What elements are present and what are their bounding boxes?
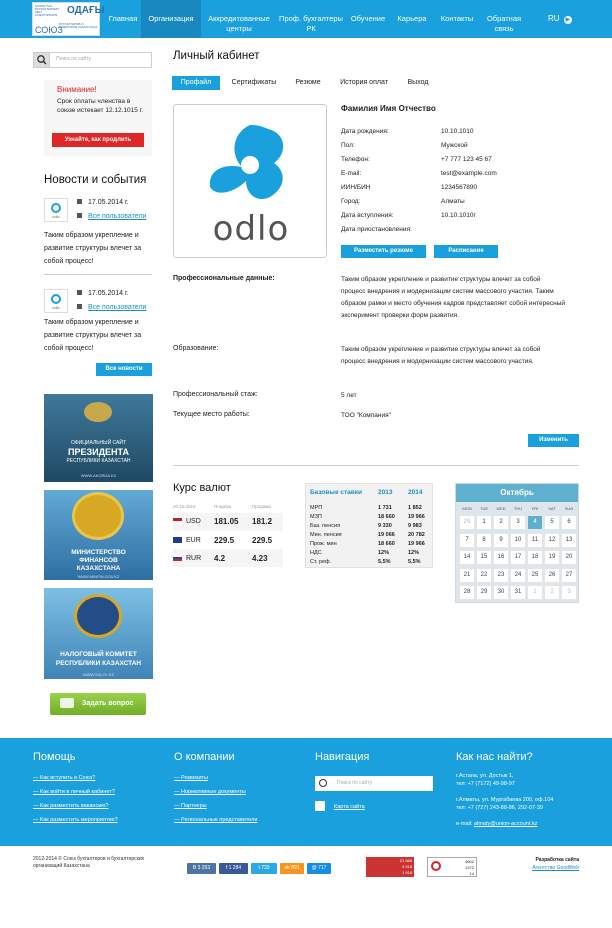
field-label: Пол: xyxy=(341,142,355,149)
counter-line: 4602 xyxy=(465,859,474,864)
rates-key: Прож. мин xyxy=(310,541,337,547)
footer-help-link[interactable]: — Как разместить мероприятие? xyxy=(33,817,118,823)
currency-code: EUR xyxy=(186,537,201,544)
rates-2014: 9 983 xyxy=(408,523,422,529)
prof-data-text: Таким образом укрепление и развитие структуры влечет за собой процесс внедрения и модернизации систем массового участия. Таким образом рамки и место обучения кадров представляет собой интересный эксперимент проверки форм развития. xyxy=(341,276,566,319)
copyright: 2012-2014 © Союз бухгалтеров и бухгалтерских организаций Казахстана xyxy=(33,856,145,869)
calendar-day[interactable]: 22 xyxy=(476,568,492,583)
stat-counter[interactable] xyxy=(427,857,477,877)
rates-key: НДС xyxy=(310,550,322,556)
footer-search[interactable] xyxy=(315,776,433,791)
calendar-day[interactable]: 30 xyxy=(493,585,509,600)
nav-prof-accountants[interactable]: Проф. бухгалтеры РК xyxy=(279,14,343,33)
email-label: e-mail: xyxy=(456,821,473,827)
liveinternet-counter[interactable] xyxy=(366,857,414,877)
odnoklassniki-share[interactable] xyxy=(280,863,304,874)
weekday-label: THU xyxy=(513,506,523,511)
field-label: Город: xyxy=(341,198,361,205)
banner-line3: РЕСПУБЛИКИ КАЗАХСТАН xyxy=(66,458,131,464)
currency-buy: 181.05 xyxy=(214,517,239,526)
banner-salyk[interactable] xyxy=(44,588,153,679)
calendar-day[interactable]: 11 xyxy=(527,533,543,548)
weekday-label: WED xyxy=(496,506,506,511)
post-resume-button[interactable]: Разместить резюме xyxy=(341,245,426,258)
facebook-share[interactable] xyxy=(219,863,248,874)
field-label: Телефон: xyxy=(341,156,370,163)
share-count: 891 xyxy=(291,865,300,871)
calendar-day[interactable]: 19 xyxy=(544,550,560,565)
footer-link-label: Партнеры xyxy=(181,803,207,809)
rates-2014: 20 782 xyxy=(408,532,425,538)
banner-line2: ПРЕЗИДЕНТА xyxy=(68,447,129,457)
rates-2013: 1 731 xyxy=(378,505,392,511)
twitter-share[interactable] xyxy=(251,863,277,874)
calendar-day[interactable]: 20 xyxy=(561,550,577,565)
currency-sell: 4.23 xyxy=(252,554,268,563)
experience-value: 5 лет xyxy=(341,392,357,399)
header xyxy=(0,0,612,38)
all-news-button[interactable]: Все новости xyxy=(96,363,152,376)
rates-title: Базовые ставки xyxy=(310,489,363,496)
nav-home[interactable]: Главная xyxy=(108,14,138,23)
rates-2014: 1 852 xyxy=(408,505,422,511)
emblem-icon xyxy=(74,594,122,638)
rates-2014: 19 966 xyxy=(408,541,425,547)
experience-label: Профессиональный стаж: xyxy=(173,391,258,398)
currency-sell: 229.5 xyxy=(252,536,273,545)
odnoklassniki-icon: ok xyxy=(284,865,290,871)
logo-text-soyuz: СОЮЗ xyxy=(35,25,63,35)
banner-president[interactable] xyxy=(44,394,153,482)
currency-buy: 4.2 xyxy=(214,554,226,563)
calendar-day[interactable]: 3 xyxy=(561,585,577,600)
tab-profile[interactable]: Профайл xyxy=(172,76,220,90)
ask-question-label: Задать вопрос xyxy=(82,700,134,707)
nav-feedback[interactable]: Обратная связь xyxy=(486,14,522,33)
nav-career[interactable]: Карьера xyxy=(397,14,427,23)
base-rates-table xyxy=(305,483,433,568)
svg-text:odlo: odlo xyxy=(52,305,60,310)
odlo-logo-text: odlo xyxy=(212,209,290,249)
calendar-day[interactable]: 24 xyxy=(510,568,526,583)
rates-year-2013: 2013 xyxy=(378,489,393,496)
footer-help-link[interactable]: — Как разместить вакансию? xyxy=(33,803,109,809)
footer-link-label: Реквизиты xyxy=(181,775,208,781)
banner-line2: ФИНАНСОВ xyxy=(79,557,118,564)
address-astana: г.Астана, ул. Достык 1, xyxy=(456,773,514,779)
rates-2013: 12% xyxy=(378,550,390,556)
news-audience-link[interactable]: Все пользователи xyxy=(88,304,147,311)
news-title: Новости и события xyxy=(44,174,147,186)
calendar-day[interactable]: 15 xyxy=(476,550,492,565)
workplace-label: Текущее место работы: xyxy=(173,411,250,418)
extend-membership-button[interactable]: Узнайте, как продлить xyxy=(52,133,144,147)
rates-key: МЗП xyxy=(310,514,322,520)
field-label: Дата рождения: xyxy=(341,128,389,135)
calendar-day[interactable]: 16 xyxy=(493,550,509,565)
currency-code: USD xyxy=(186,518,201,525)
sidebar-search[interactable] xyxy=(33,52,152,68)
currency-buy: 229.5 xyxy=(214,536,235,545)
users-icon xyxy=(77,213,82,218)
calendar-day[interactable]: 23 xyxy=(493,568,509,583)
tab-payment-history[interactable]: История оплат xyxy=(340,79,388,86)
calendar-day[interactable]: 8 xyxy=(476,533,492,548)
share-count: 1 284 xyxy=(228,865,242,871)
footer-find-title: Как нас найти? xyxy=(456,751,533,763)
field-value: +7 777 123 45 67 xyxy=(441,156,492,163)
weekday-label: TUE xyxy=(480,506,488,511)
calendar-day[interactable]: 4 xyxy=(527,515,543,530)
phone-almaty: тел: +7 (727) 243-88-86, 292-07-39 xyxy=(456,805,543,811)
arrow-right-icon: ▶ xyxy=(565,17,571,23)
logo-text-ru: БУХГАЛТЕРОВ И АУДИТОРОВ КАЗАХСТАНА xyxy=(59,22,98,29)
field-label: E-mail: xyxy=(341,170,362,177)
footer-about-link[interactable]: — Партнеры xyxy=(174,803,207,809)
calendar-day[interactable]: 2 xyxy=(493,515,509,530)
profile-photo xyxy=(173,104,327,258)
footer-link-label: Как разместить мероприятие? xyxy=(40,817,118,823)
counter-line: 14 xyxy=(469,871,474,876)
counter-line: 21 568 xyxy=(399,858,412,863)
banner-url: WWW.MINFIN.GOV.KZ xyxy=(77,574,120,579)
warning-title: Внимание! xyxy=(57,85,97,94)
nav-education[interactable]: Обучение xyxy=(350,14,386,23)
news-audience-row xyxy=(77,213,153,220)
calendar-widget xyxy=(455,483,579,603)
calendar-month: Октябрь xyxy=(456,484,578,502)
news-text: Таким образом укрепление и развитие структуры влечет за собой процесс! xyxy=(44,319,142,352)
field-label: Дата приостановления: xyxy=(341,226,412,233)
currency-title: Курс валют xyxy=(173,482,231,494)
counter-line: 1 918 xyxy=(401,870,412,875)
emblem-icon xyxy=(72,492,124,540)
us-flag-icon xyxy=(173,518,182,524)
rates-2013: 18 660 xyxy=(378,541,395,547)
footer-link-label: Как разместить вакансию? xyxy=(40,803,109,809)
banner-url: WWW.AKORDA.KZ xyxy=(80,473,117,478)
news-text: Таким образом укрепление и развитие структуры влечет за собой процесс! xyxy=(44,232,142,265)
ru-flag-icon xyxy=(173,555,182,561)
calendar-day[interactable]: 3 xyxy=(510,515,526,530)
search-icon[interactable] xyxy=(34,53,50,67)
section-divider xyxy=(173,465,579,466)
calendar-day[interactable]: 25 xyxy=(527,568,543,583)
news-date: 17.05.2014 г. xyxy=(88,290,129,297)
search-placeholder: Поиск по сайту xyxy=(56,56,92,62)
calendar-day[interactable]: 6 xyxy=(561,515,577,530)
edit-profile-button[interactable]: Изменить xyxy=(528,434,579,447)
news-date-row xyxy=(77,290,129,297)
rates-2013: 19 066 xyxy=(378,532,395,538)
weekday-label: FRI xyxy=(531,506,539,511)
vk-share[interactable] xyxy=(187,863,216,874)
nav-accredited-centers[interactable]: Аккредитованные центры xyxy=(208,14,270,33)
footer-search-placeholder: Поиск по сайту xyxy=(337,780,373,786)
calendar-day[interactable]: 1 xyxy=(476,515,492,530)
logo-text-odagy: ОДАҒЫ xyxy=(67,5,105,16)
chat-icon xyxy=(60,698,74,708)
mailru-icon: @ xyxy=(311,865,317,871)
rates-key: Баз. пенсия xyxy=(310,523,341,529)
news-divider xyxy=(44,274,152,275)
footer-link-label: Как вступить в Союз? xyxy=(40,775,96,781)
banner-line3: КАЗАХСТАНА xyxy=(76,565,121,572)
warning-text: Срок оплаты членства в союзе истекает 12.12.1015 г. xyxy=(57,98,144,114)
rates-2014: 12% xyxy=(408,550,420,556)
banner-line2: РЕСПУБЛИКИ КАЗАХСТАН xyxy=(55,660,142,667)
rates-2013: 18 660 xyxy=(378,514,395,520)
language-switcher[interactable] xyxy=(548,14,572,24)
phone-astana: тел: +7 (7172) 49-98-97 xyxy=(456,781,515,787)
field-value: 10.10.1010 xyxy=(441,128,474,135)
footer xyxy=(0,738,612,846)
field-value: 10.10.1010г xyxy=(441,212,476,219)
field-value: Алматы xyxy=(441,198,465,205)
footer-about-link[interactable]: — Реквизиты xyxy=(174,775,208,781)
rates-key: Мин. пенсия xyxy=(310,532,342,538)
news-audience-link[interactable]: Все пользователи xyxy=(88,213,147,220)
calendar-day[interactable]: 5 xyxy=(544,515,560,530)
footer-help-title: Помощь xyxy=(33,751,76,763)
twitter-icon: t xyxy=(258,865,260,871)
news-audience-row xyxy=(77,304,153,311)
svg-text:odlo: odlo xyxy=(52,214,60,219)
mailru-share[interactable] xyxy=(307,863,331,874)
weekday-label: MON xyxy=(462,506,472,511)
education-label: Образование: xyxy=(173,345,219,352)
calendar-day[interactable]: 9 xyxy=(493,533,509,548)
footer-about-link[interactable]: — Нормативные документы xyxy=(174,789,246,795)
nav-contacts[interactable]: Контакты xyxy=(440,14,474,23)
sitemap-link[interactable]: Карта сайта xyxy=(334,804,365,810)
calendar-day[interactable]: 21 xyxy=(459,568,475,583)
counter-line: 4 918 xyxy=(401,864,412,869)
prof-data-label: Профессиональные данные: xyxy=(173,275,275,282)
field-value: Мужской xyxy=(441,142,468,149)
calendar-day[interactable]: 10 xyxy=(510,533,526,548)
news-date-row xyxy=(77,199,129,206)
site-logo[interactable] xyxy=(32,2,105,36)
calendar-day[interactable]: 1 xyxy=(527,585,543,600)
rates-key: Ст. реф. xyxy=(310,559,332,565)
calendar-day[interactable]: 27 xyxy=(561,568,577,583)
developer-link[interactable]: Агентство GoodWeb xyxy=(532,865,579,871)
membership-warning xyxy=(44,80,152,156)
rates-2013: 9 330 xyxy=(378,523,392,529)
calendar-day[interactable]: 18 xyxy=(527,550,543,565)
profile-name: Фамилия Имя Отчество xyxy=(341,104,436,113)
footer-link-label: Как войти в личный кабинет? xyxy=(40,789,115,795)
field-value: 1234567890 xyxy=(441,184,478,191)
calendar-day[interactable]: 17 xyxy=(510,550,526,565)
footer-about-title: О компании xyxy=(174,751,235,763)
search-icon xyxy=(319,779,327,787)
currency-code: RUR xyxy=(186,555,202,562)
footer-help-link[interactable]: — Как вступить в Союз? xyxy=(33,775,96,781)
calendar-icon xyxy=(77,290,82,295)
workplace-value: ТОО "Компания" xyxy=(341,412,391,419)
calendar-day[interactable]: 29 xyxy=(476,585,492,600)
calendar-day[interactable]: 28 xyxy=(459,585,475,600)
banner-line1: МИНИСТЕРСТВО xyxy=(71,549,126,556)
calendar-icon xyxy=(77,199,82,204)
rates-2014: 19 966 xyxy=(408,514,425,520)
footer-nav-title: Навигация xyxy=(315,751,370,763)
vk-icon: В xyxy=(192,865,197,871)
tab-certificates[interactable]: Сертификаты xyxy=(231,79,277,86)
rates-2013: 5,5% xyxy=(378,559,391,565)
currency-col-sell: Продажа xyxy=(252,504,271,509)
email-row xyxy=(456,821,537,827)
news-date: 17.05.2014 г. xyxy=(88,199,129,206)
rates-key: МРП xyxy=(310,505,323,511)
logo-text-kz: ҚАЗАҚСТАН БУХГАЛТЕРЛЕРІ МЕН АУДИТОРЛАРЫ xyxy=(35,4,59,17)
footer-about-link[interactable]: — Региональные представители xyxy=(174,817,258,823)
share-count: 717 xyxy=(318,865,327,871)
calendar-day[interactable]: 7 xyxy=(459,533,475,548)
calendar-day[interactable]: 12 xyxy=(544,533,560,548)
rates-2014: 5,5% xyxy=(408,559,421,565)
calendar-day[interactable]: 29 xyxy=(459,515,475,530)
banner-minfin[interactable] xyxy=(44,490,153,580)
sitemap-icon xyxy=(315,801,325,811)
tab-logout[interactable]: Выход xyxy=(407,79,429,86)
users-icon xyxy=(77,304,82,309)
eu-flag-icon xyxy=(173,537,182,543)
news-thumbnail[interactable] xyxy=(44,198,68,222)
footer-link-label: Нормативные документы xyxy=(181,789,246,795)
field-value: test@example.com xyxy=(441,170,497,177)
calendar-day[interactable]: 26 xyxy=(544,568,560,583)
facebook-icon: f xyxy=(225,865,228,871)
currency-date: 20.10.2014 xyxy=(173,504,196,509)
ask-question-button[interactable] xyxy=(50,693,146,715)
currency-col-buy: Покупка xyxy=(214,504,232,509)
education-text: Таким образом укрепление и развитие структуры влечет за собой процесс внедрения и модернизации систем массового участия. xyxy=(341,346,541,365)
calendar-day[interactable]: 14 xyxy=(459,550,475,565)
developer-label: Разработка сайта xyxy=(535,857,579,863)
tab-resume[interactable]: Резюме xyxy=(295,79,321,86)
odlo-logo-icon xyxy=(202,123,298,205)
banner-line1: НАЛОГОВЫЙ КОМИТЕТ xyxy=(60,651,137,658)
address-almaty: г.Алматы, ул. Мургабаева 200, оф.104 xyxy=(456,797,554,803)
counter-logo-icon xyxy=(431,861,441,871)
schedule-button[interactable]: Расписание xyxy=(434,245,498,258)
share-count: 733 xyxy=(261,865,270,871)
field-label: Дата вступления: xyxy=(341,212,394,219)
news-thumbnail[interactable] xyxy=(44,289,68,313)
banner-url: WWW.SALYK.KZ xyxy=(82,672,115,677)
field-label: ИИН/БИН xyxy=(341,184,371,191)
currency-sell: 181.2 xyxy=(252,517,273,526)
counter-line: 1272 xyxy=(465,865,474,870)
language-label: RU xyxy=(548,14,560,23)
nav-organization[interactable]: Организация xyxy=(141,0,201,38)
weekday-label: SUN xyxy=(564,506,574,511)
email-link[interactable]: almaty@union-account.kz xyxy=(474,821,538,827)
footer-help-link[interactable]: — Как войти в личный кабинет? xyxy=(33,789,115,795)
page-title: Личный кабинет xyxy=(173,50,260,62)
footer-link-label: Региональные представители xyxy=(181,817,258,823)
share-count: 3 293 xyxy=(197,865,211,871)
weekday-label: SAT xyxy=(548,506,556,511)
rates-year-2014: 2014 xyxy=(408,489,423,496)
emblem-icon xyxy=(84,402,112,422)
banner-line1: ОФИЦИАЛЬНЫЙ САЙТ xyxy=(70,440,127,446)
calendar-day[interactable]: 2 xyxy=(544,585,560,600)
calendar-day[interactable]: 31 xyxy=(510,585,526,600)
calendar-day[interactable]: 13 xyxy=(561,533,577,548)
